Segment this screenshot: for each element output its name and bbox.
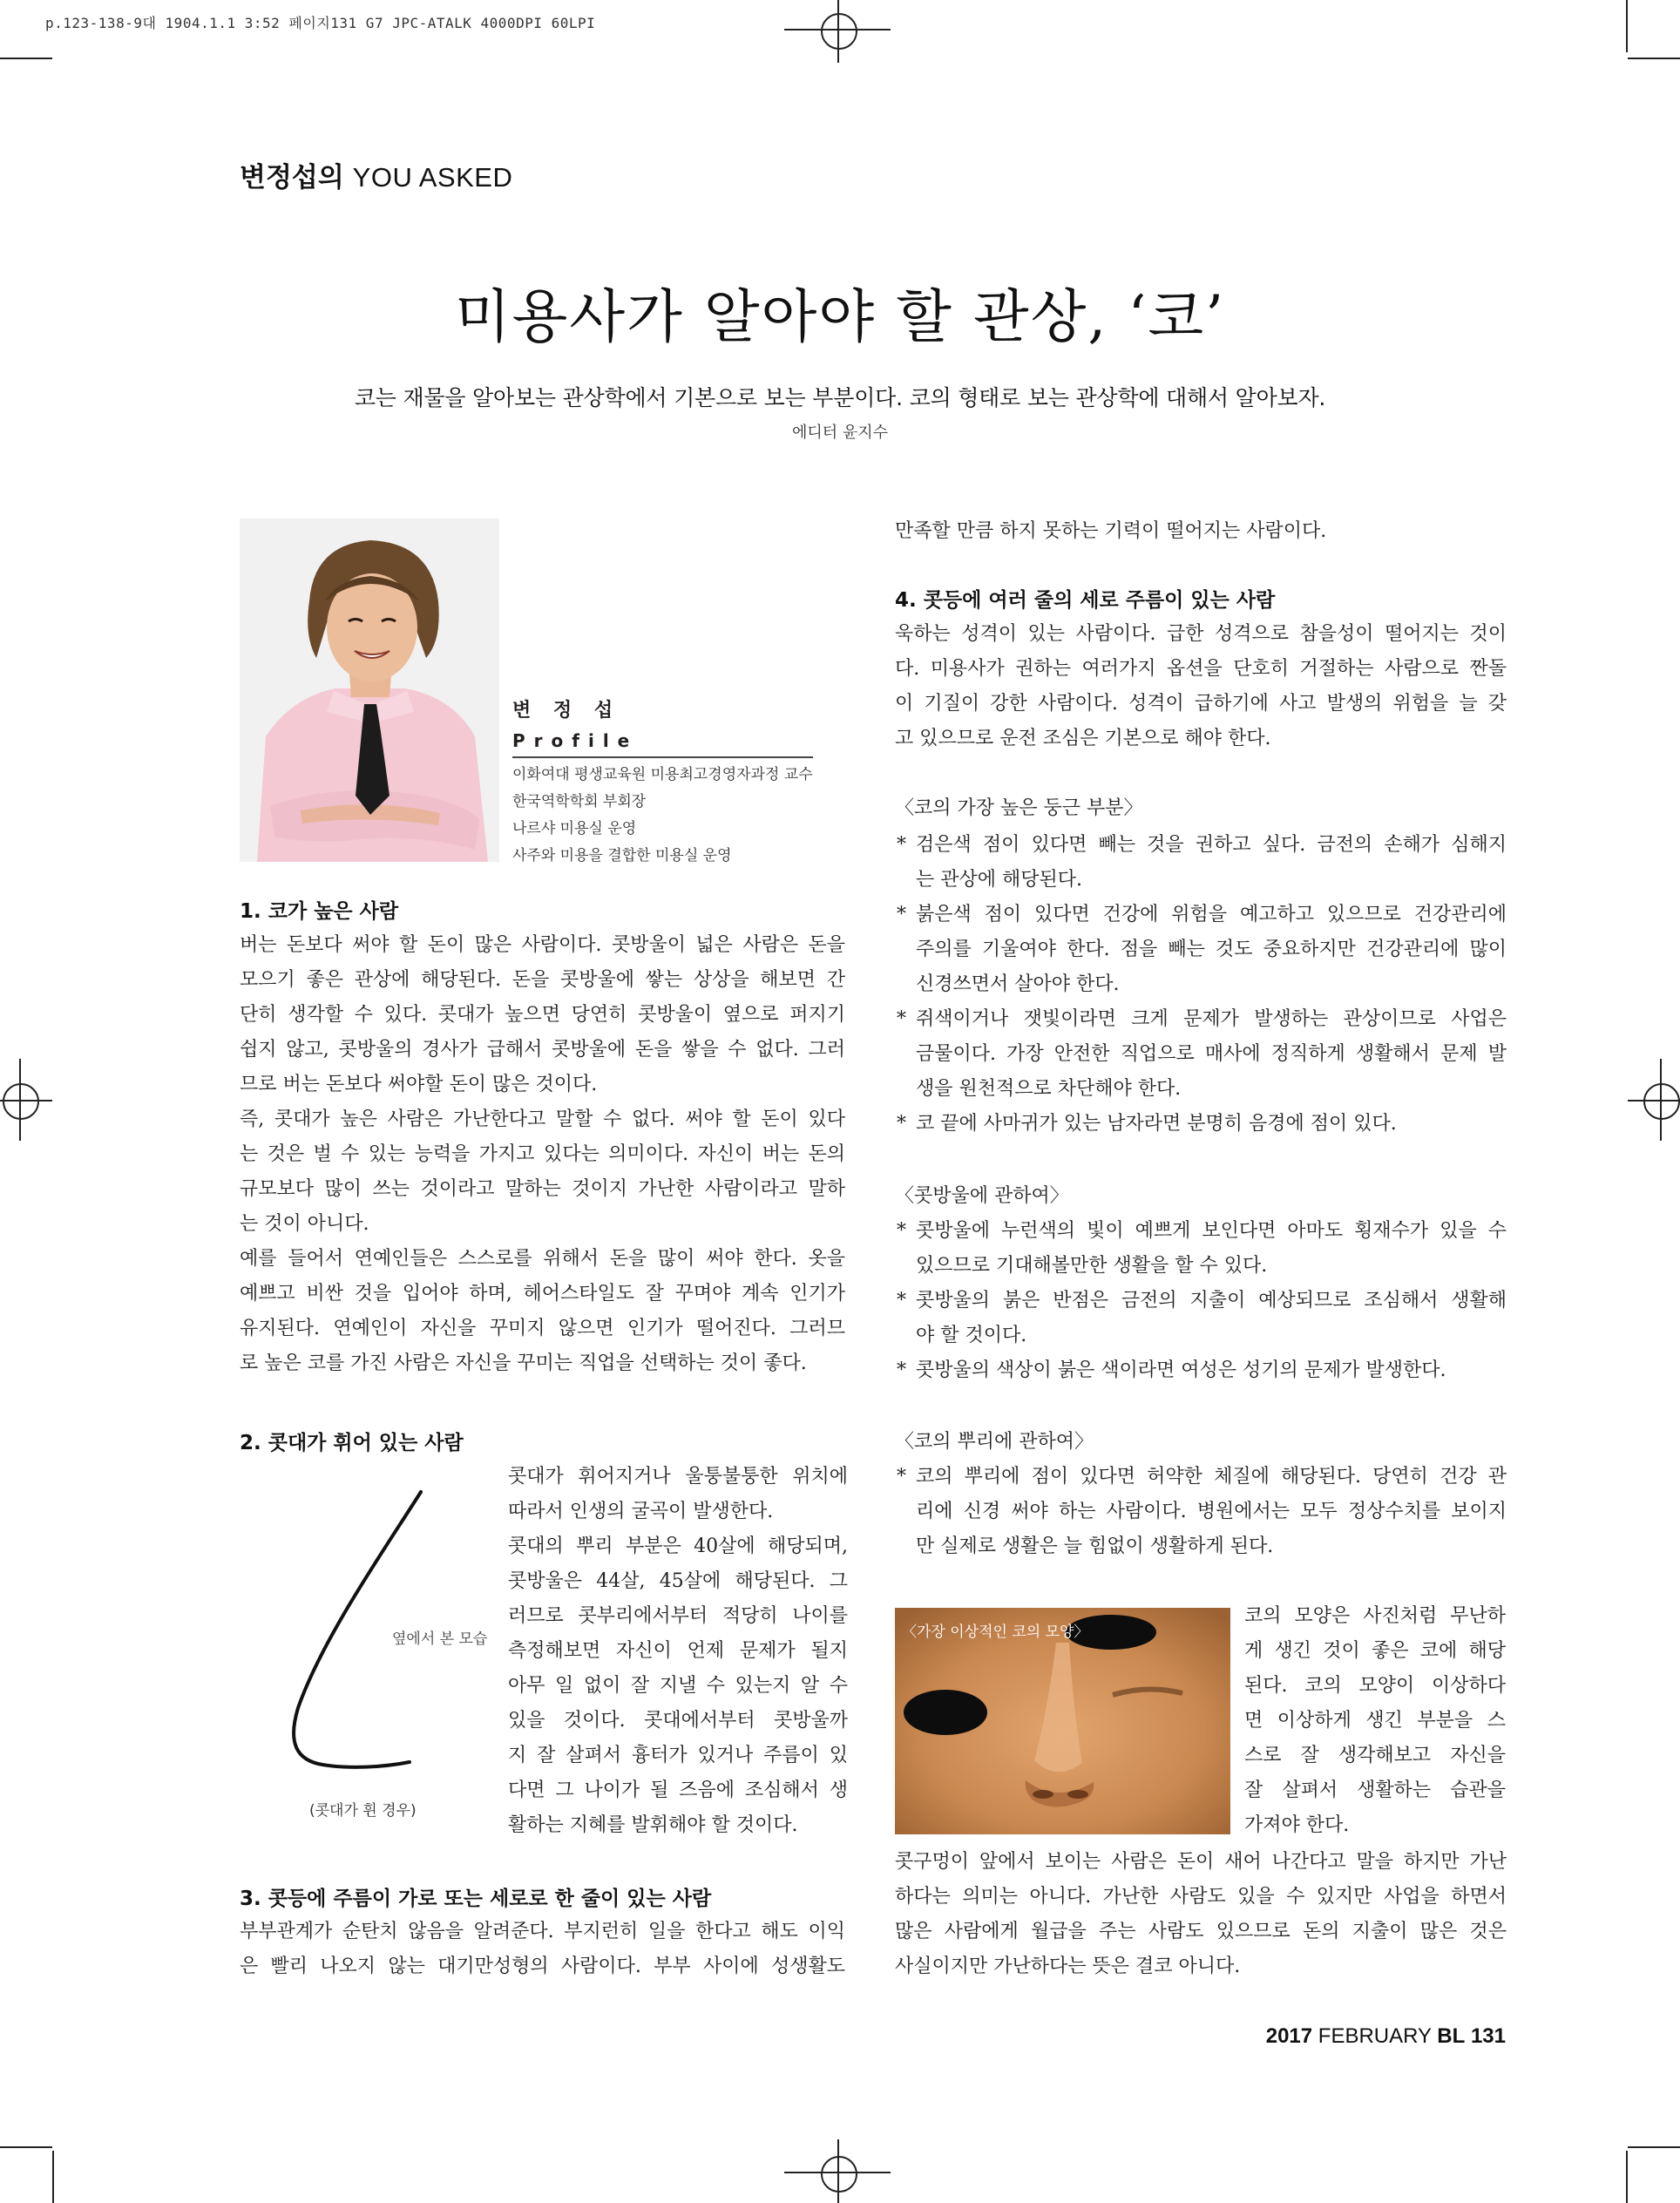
footer-year: 2017 (1265, 2024, 1313, 2048)
body-line: 예를 들어서 연예인들은 스스로를 위해서 돈을 많이 써야 한다. 옷을 (240, 1248, 845, 1270)
body-line: 콧방울의 색상이 붉은 색이라면 여성은 성기의 문제가 발생한다. (916, 1359, 1446, 1381)
section4-heading: 4. 콧등에 여러 줄의 세로 주름이 있는 사람 (895, 589, 1276, 612)
body-line: 많은 사람에게 월급을 주는 사람도 있으므로 돈의 지출이 많은 것은 (895, 1921, 1507, 1942)
section1-heading: 1. 코가 높은 사람 (240, 900, 399, 923)
bullet-mark: * (897, 1466, 906, 1488)
section3-body (240, 1915, 845, 1984)
profile-list (512, 762, 813, 870)
body-line: 지 잘 살펴서 흉터가 있거나 주름이 있 (508, 1745, 848, 1766)
profile-name: 변 정 섭 (512, 700, 621, 722)
article-editor: 에디터 윤지수 (791, 424, 889, 442)
tip-root-heading: 〈코의 뿌리에 관하여〉 (895, 1431, 1094, 1453)
bullet-mark: * (897, 1290, 906, 1312)
body-line: 부부관계가 순탄치 않음을 알려준다. 부지런히 일을 한다고 해도 이익 (240, 1921, 845, 1942)
body-line: 잘 살펴서 생활하는 습관을 (1244, 1779, 1506, 1801)
list-item (895, 1002, 1507, 1107)
body-line: 콧방울에 누런색의 빛이 예쁘게 보인다면 아마도 횡재수가 있을 수 (916, 1220, 1507, 1242)
body-line: 검은색 점이 있다면 빼는 것을 권하고 싶다. 금전의 손해가 심해지 (916, 834, 1507, 856)
list-item (895, 898, 1507, 1002)
crop-mark (52, 2151, 54, 2203)
crop-mark (0, 58, 52, 59)
body-line: 이 기질이 강한 사람이다. 성격이 급하기에 사고 발생의 위험을 늘 갖 (895, 693, 1507, 715)
list-item (895, 1284, 1507, 1353)
body-line: 모으기 좋은 관상에 해당된다. 돈을 콧방울에 쌓는 상상을 해보면 간 (240, 969, 845, 991)
diagram-label: 옆에서 본 모습 (392, 1630, 488, 1648)
crop-mark (1626, 0, 1628, 52)
body-line: 유지된다. 연예인이 자신을 꾸미지 않으면 인기가 떨어진다. 그러므 (240, 1318, 845, 1339)
body-line: 면 이상하게 생긴 부분을 스 (1244, 1710, 1506, 1732)
body-line: 콧방울의 붉은 반점은 금전의 지출이 예상되므로 조심해서 생활해 (916, 1290, 1507, 1312)
section4-body (895, 617, 1507, 756)
body-line: 있을 것이다. 콧대에서부터 콧방울까 (508, 1710, 848, 1732)
body-line: 붉은색 점이 있다면 건강에 위험을 예고하고 있으므로 건강관리에 (916, 904, 1507, 925)
body-line: 콧대가 휘어지거나 울퉁불퉁한 위치에 (508, 1466, 848, 1488)
body-line: 는 관상에 해당된다. (916, 869, 1082, 891)
body-line: 코 끝에 사마귀가 있는 남자라면 분명히 음경에 점이 있다. (916, 1113, 1397, 1135)
body-line: 코의 뿌리에 점이 있다면 허약한 체질에 해당된다. 당연히 건강 관 (916, 1466, 1507, 1488)
section2-body (508, 1460, 848, 1843)
body-line: 코의 모양은 사진처럼 무난하 (1244, 1605, 1506, 1627)
tip-top-heading: 〈코의 가장 높은 둥근 부분〉 (895, 797, 1143, 819)
tip-wing-list (895, 1214, 1507, 1388)
body-line: 콧구멍이 앞에서 보이는 사람은 돈이 새어 나간다고 말을 하지만 가난 (895, 1851, 1507, 1873)
profile-item: 이화여대 평생교육원 미용최고경영자과정 교수 (512, 766, 813, 783)
body-line: 므로 버는 돈보다 써야할 돈이 많은 것이다. (240, 1074, 598, 1095)
body-line: 버는 돈보다 써야 할 돈이 많은 사람이다. 콧방울이 넓은 사람은 돈을 (240, 934, 845, 956)
nose-photo-illustration (895, 1608, 1230, 1834)
profile-item: 나르샤 미용실 운영 (512, 820, 637, 837)
list-item (895, 1107, 1507, 1142)
crop-mark (1628, 2146, 1680, 2148)
section-series: YOU ASKED (352, 162, 513, 193)
body-line: 는 것은 벌 수 있는 능력을 가지고 있다는 의미이다. 자신이 버는 돈의 (240, 1143, 845, 1165)
section2-heading: 2. 콧대가 휘어 있는 사람 (240, 1432, 464, 1454)
page-number: 131 (1470, 2024, 1506, 2048)
body-line: 게 생긴 것이 좋은 코에 해당 (1244, 1640, 1506, 1662)
tip-top-list (895, 828, 1507, 1142)
crop-mark (1628, 58, 1680, 59)
body-line: 고 있으므로 운전 조심은 기본으로 해야 한다. (895, 728, 1271, 749)
body-line: 따라서 인생의 굴곡이 발생한다. (508, 1501, 774, 1522)
section3-continued (895, 514, 1507, 549)
body-line: 있으므로 기대해볼만한 생활을 할 수 있다. (916, 1255, 1268, 1277)
body-line: 된다. 코의 모양이 이상하다 (1244, 1675, 1506, 1697)
body-line: 하다는 의미는 아니다. 가난한 사람도 있을 수 있지만 사업을 하면서 (895, 1886, 1507, 1908)
nose-photo-caption: 〈가장 이상적인 코의 모양〉 (902, 1623, 1089, 1641)
portrait-illustration (240, 519, 499, 862)
tip-root-list (895, 1460, 1507, 1564)
profile-item: 사주와 미용을 결합한 미용실 운영 (512, 847, 732, 864)
body-line: 만 실제로 생활은 늘 힘없이 생활하게 된다. (916, 1535, 1274, 1557)
article-lead: 코는 재물을 알아보는 관상학에서 기본으로 보는 부분이다. 코의 형태로 보는 관상학에 대해서 알아보자. (354, 385, 1326, 410)
body-line: 주의를 기울여야 한다. 점을 빼는 것도 중요하지만 건강관리에 많이 (916, 939, 1507, 960)
body-line: 가져야 한다. (1244, 1814, 1350, 1836)
crop-mark (0, 2146, 52, 2148)
footer-month: FEBRUARY (1318, 2024, 1432, 2048)
profile-divider (512, 756, 813, 758)
body-line: 신경쓰면서 살아야 한다. (916, 973, 1120, 995)
body-line: 아무 일 없이 잘 지낼 수 있는지 알 수 (508, 1675, 848, 1697)
body-line: 콧방울은 44살, 45살에 해당된다. 그 (508, 1570, 848, 1592)
body-line: 쥐색이거나 잿빛이라면 크게 문제가 발생하는 관상이므로 사업은 (916, 1008, 1507, 1030)
bullet-mark: * (897, 1359, 906, 1381)
bullet-mark: * (897, 1220, 906, 1242)
list-item (895, 1353, 1507, 1388)
body-line: 금물이다. 가장 안전한 직업으로 매사에 정직하게 생활해서 문제 발 (916, 1043, 1507, 1065)
ideal-nose-photo (895, 1608, 1230, 1834)
body-line: 만족할 만큼 하지 못하는 기력이 떨어지는 사람이다. (895, 520, 1327, 542)
print-slug: p.123-138-9대 1904.1.1 3:52 페이지131 G7 JPC-ATALK 4000DPI 60LPI (45, 15, 596, 31)
body-line: 측정해보면 자신이 언제 문제가 될지 (508, 1640, 848, 1662)
bullet-mark: * (897, 834, 906, 856)
body-line: 생을 원천적으로 차단해야 한다. (916, 1078, 1182, 1100)
author-portrait (240, 519, 499, 862)
list-item (895, 1460, 1507, 1564)
body-line: 즉, 콧대가 높은 사람은 가난한다고 말할 수 없다. 써야 할 돈이 있다 (240, 1108, 845, 1130)
article-title: 미용사가 알아야 할 관상, ‘코’ (454, 283, 1226, 350)
body-line: 욱하는 성격이 있는 사람이다. 급한 성격으로 참을성이 떨어지는 것이 (895, 623, 1507, 645)
body-line: 는 것이 아니다. (240, 1213, 369, 1235)
bullet-mark: * (897, 1113, 906, 1135)
bullet-mark: * (897, 1008, 906, 1030)
body-line: 다면 그 나이가 될 즈음에 조심해서 생 (508, 1779, 848, 1801)
ideal-body (895, 1845, 1507, 1984)
body-line: 러므로 콧부리에서부터 적당히 나이를 (508, 1605, 848, 1627)
body-line: 콧대의 뿌리 부분은 40살에 해당되며, (508, 1535, 848, 1557)
body-line: 단히 생각할 수 있다. 콧대가 높으면 당연히 콧방울이 옆으로 퍼지기 (240, 1004, 845, 1026)
profile-item: 한국역학학회 부회장 (512, 793, 647, 810)
body-line: 로 높은 코를 가진 사람은 자신을 꾸미는 직업을 선택하는 것이 좋다. (240, 1352, 807, 1374)
body-line: 활하는 지혜를 발휘해야 할 것이다. (508, 1814, 798, 1836)
section-author: 변정섭의 (240, 162, 344, 193)
diagram-caption: (콧대가 휜 경우) (309, 1802, 417, 1820)
body-line: 야 할 것이다. (916, 1325, 1027, 1346)
body-line: 다. 미용사가 권하는 여러가지 옵션을 단호히 거절하는 사람으로 짠돌 (895, 658, 1507, 680)
tip-wing-heading: 〈콧방울에 관하여〉 (895, 1185, 1069, 1207)
page-footer (1266, 2024, 1506, 2049)
footer-magazine: BL (1437, 2024, 1466, 2048)
profile-label: Profile (512, 730, 639, 751)
list-item (895, 1214, 1507, 1284)
body-line: 규모보다 많이 쓰는 것이라고 말하는 것이지 가난한 사람이라고 말하 (240, 1178, 845, 1200)
body-line: 은 빨리 나오지 않는 대기만성형의 사람이다. 부부 사이에 성생활도 (240, 1956, 845, 1977)
crop-mark (1626, 2151, 1628, 2203)
section-tag (240, 155, 512, 194)
body-line: 쉽지 않고, 콧방울의 경사가 급해서 콧방울에 돈을 쌓을 수 없다. 그러 (240, 1039, 845, 1061)
section3-heading: 3. 콧등에 주름이 가로 또는 세로로 한 줄이 있는 사람 (240, 1888, 712, 1910)
list-item (895, 828, 1507, 898)
body-line: 사실이지만 가난하다는 뜻은 결코 아니다. (895, 1956, 1241, 1977)
bullet-mark: * (897, 904, 906, 925)
body-line: 스로 잘 생각해보고 자신을 (1244, 1745, 1506, 1766)
ideal-side-text (1244, 1599, 1506, 1843)
body-line: 리에 신경 써야 하는 사람이다. 병원에서는 모두 정상수치를 보이지 (916, 1501, 1507, 1522)
section1-body (240, 928, 845, 1381)
body-line: 예쁘고 비싼 것을 입어야 하며, 헤어스타일도 잘 꾸며야 계속 인기가 (240, 1283, 845, 1305)
